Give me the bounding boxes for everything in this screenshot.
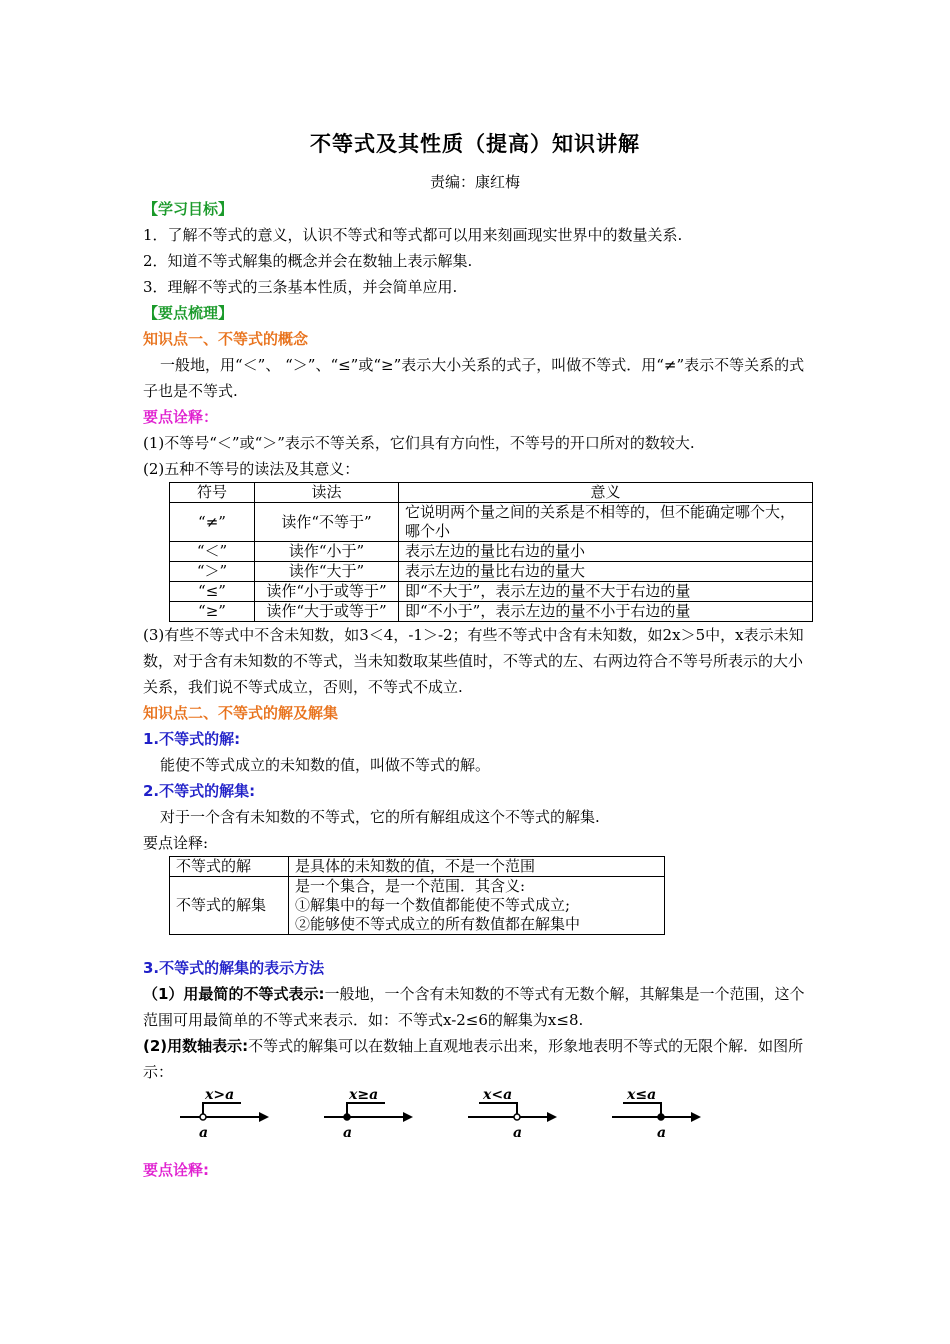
figure-label: x>a xyxy=(205,1087,235,1103)
definition-line: ②能够使不等式成立的所有数值都在解集中 xyxy=(295,915,581,933)
number-line-x-ge-a xyxy=(323,1085,415,1143)
solution-bracket xyxy=(623,1103,661,1117)
meaning-cell: 表示左边的量比右边的量小 xyxy=(399,542,813,562)
definition-line: 是一个集合，是一个范围．其含义: xyxy=(295,877,526,895)
kp1-note-label: 要点诠释： xyxy=(143,408,219,426)
table-row xyxy=(170,857,665,877)
kp1-text: 一般地，用“＜”、 “＞”、“≤”或“≥”表示大小关系的式子，叫做不等式．用“≠”表示不等关系的式子也是不等式. xyxy=(143,356,805,400)
page-title: 不等式及其性质（提高）知识讲解 xyxy=(310,132,640,156)
kp2-heading: 知识点二、不等式的解及解集 xyxy=(143,704,339,722)
definition-cell: 是具体的未知数的值，不是一个范围 xyxy=(289,857,665,877)
kp2-sub3: 3.不等式的解集的表示方法 xyxy=(143,959,325,977)
summary-heading: 【要点梳理】 xyxy=(143,304,234,322)
inequality-symbols-table xyxy=(169,482,813,622)
solution-bracket xyxy=(347,1103,385,1117)
axis-arrow xyxy=(691,1112,701,1122)
point-label: a xyxy=(657,1125,667,1141)
number-line-x-lt-a xyxy=(467,1085,559,1143)
kp2-text2: 对于一个含有未知数的不等式，它的所有解组成这个不等式的解集. xyxy=(160,808,600,826)
kp1-heading: 知识点一、不等式的概念 xyxy=(143,330,309,348)
table-row xyxy=(170,877,665,935)
table-row xyxy=(170,602,813,622)
method2-lead: (2)用数轴表示: xyxy=(143,1037,249,1055)
method1-lead: （1）用最简的不等式表示: xyxy=(143,985,325,1003)
table-row xyxy=(170,542,813,562)
kp1-point2: (2)五种不等号的读法及其意义： xyxy=(143,460,360,478)
objective-item: 2．知道不等式解集的概念并会在数轴上表示解集. xyxy=(143,252,473,270)
solution-bracket xyxy=(203,1103,241,1117)
method1-text: 一般地，一个含有未知数的不等式有无数个解，其解集是一个范围，这个范围可用最简单的不等式来表示．如：不等式x-2≤6的解集为x≤8. xyxy=(143,985,805,1029)
table-header-cell: 读法 xyxy=(255,483,399,503)
number-line-x-gt-a xyxy=(179,1085,271,1143)
term-cell: 不等式的解集 xyxy=(170,877,289,935)
axis-arrow xyxy=(403,1112,413,1122)
meaning-cell: 表示左边的量比右边的量大 xyxy=(399,562,813,582)
kp1-point3: (3)有些不等式中不含未知数，如3＜4，-1＞-2；有些不等式中含有未知数，如2x＞5中，x表示未知数，对于含有未知数的不等式，当未知数取某些值时，不等式的左、右两边符合不等号所表示的大小关系，我们说不等式成立，否则，不等式不成立. xyxy=(143,626,804,696)
point-label: a xyxy=(199,1125,209,1141)
closed-point xyxy=(658,1114,664,1120)
meaning-cell: 即“不小于”，表示左边的量不小于右边的量 xyxy=(399,602,813,622)
axis-arrow xyxy=(547,1112,557,1122)
document-body xyxy=(143,196,813,1183)
open-point xyxy=(514,1114,520,1120)
table-row xyxy=(170,582,813,602)
author-line: 责编：康红梅 xyxy=(429,173,520,191)
meaning-cell: 即“不大于”，表示左边的量不大于右边的量 xyxy=(399,582,813,602)
symbol-cell: “≤” xyxy=(170,582,255,602)
method2-paragraph xyxy=(143,1033,813,1085)
definition-cell xyxy=(289,877,665,935)
meaning-cell: 它说明两个量之间的关系是不相等的，但不能确定哪个大，哪个小 xyxy=(399,503,813,542)
closed-point xyxy=(344,1114,350,1120)
reading-cell: 读作“大于或等于” xyxy=(255,602,399,622)
symbol-cell: “＜” xyxy=(170,542,255,562)
kp2-sub1: 1.不等式的解: xyxy=(143,730,241,748)
symbol-cell: “≠” xyxy=(170,503,255,542)
kp1-point1: (1)不等号“＜”或“＞”表示不等关系，它们具有方向性，不等号的开口所对的数较大. xyxy=(143,434,695,452)
figure-label: x≥a xyxy=(349,1087,379,1103)
symbol-cell: “＞” xyxy=(170,562,255,582)
definition-line: ①解集中的每一个数值都能使不等式成立; xyxy=(295,896,571,914)
figure-label: x≤a xyxy=(627,1087,657,1103)
axis-arrow xyxy=(259,1112,269,1122)
point-label: a xyxy=(513,1125,523,1141)
reading-cell: 读作“小于或等于” xyxy=(255,582,399,602)
kp2-note-label: 要点诠释: xyxy=(143,834,209,852)
table-header-cell: 意义 xyxy=(399,483,813,503)
solution-set-table xyxy=(169,856,665,935)
term-cell: 不等式的解 xyxy=(170,857,289,877)
point-label: a xyxy=(343,1125,353,1141)
reading-cell: 读作“大于” xyxy=(255,562,399,582)
final-note-label: 要点诠释: xyxy=(143,1161,209,1179)
method2-text: 不等式的解集可以在数轴上直观地表示出来，形象地表明不等式的无限个解．如图所示： xyxy=(143,1037,804,1081)
number-line-x-le-a xyxy=(611,1085,703,1143)
kp2-sub2: 2.不等式的解集: xyxy=(143,782,256,800)
kp2-text1: 能使不等式成立的未知数的值，叫做不等式的解。 xyxy=(160,756,491,774)
open-point xyxy=(200,1114,206,1120)
table-header-cell: 符号 xyxy=(170,483,255,503)
figure-label: x<a xyxy=(483,1087,513,1103)
reading-cell: 读作“不等于” xyxy=(255,503,399,542)
objective-item: 1．了解不等式的意义，认识不等式和等式都可以用来刻画现实世界中的数量关系. xyxy=(143,226,683,244)
number-line-figures xyxy=(143,1085,813,1145)
reading-cell: 读作“小于” xyxy=(255,542,399,562)
objective-item: 3．理解不等式的三条基本性质，并会简单应用. xyxy=(143,278,458,296)
solution-bracket xyxy=(479,1103,517,1117)
spacer xyxy=(143,935,813,955)
table-header-row xyxy=(170,483,813,503)
symbol-cell: “≥” xyxy=(170,602,255,622)
table-row xyxy=(170,503,813,542)
objectives-heading: 【学习目标】 xyxy=(143,200,234,218)
method1-paragraph xyxy=(143,981,813,1033)
table-row xyxy=(170,562,813,582)
